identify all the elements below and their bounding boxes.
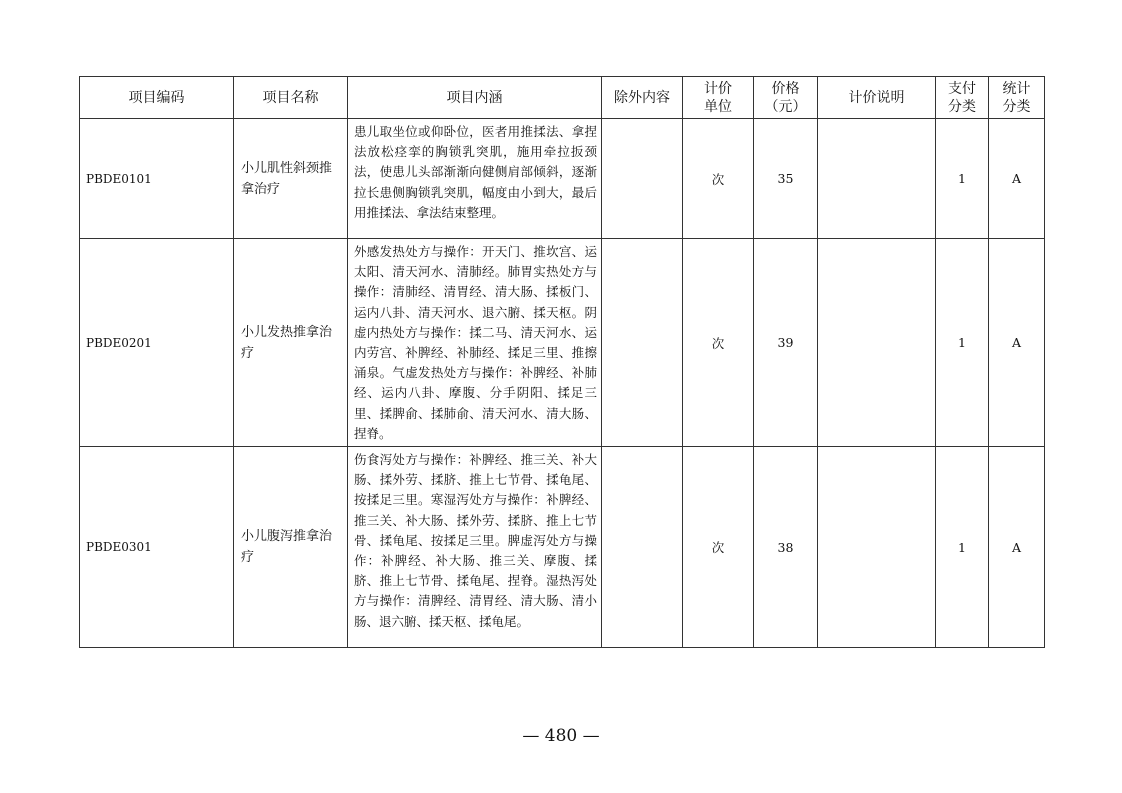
header-content: 项目内涵 <box>348 77 602 119</box>
header-code: 项目编码 <box>80 77 234 119</box>
table-row <box>80 119 1045 239</box>
cell-exclusion <box>602 119 683 239</box>
header-unit <box>683 77 754 119</box>
cell-content: 患儿取坐位或仰卧位，医者用推揉法、拿捏法放松痉挛的胸锁乳突肌，施用牵拉扳颈法，使患儿头部渐渐向健侧肩部倾斜，逐渐拉长患侧胸锁乳突肌，幅度由小到大，最后用推揉法、拿法结束整理。 <box>348 119 602 239</box>
header-stat <box>989 77 1045 119</box>
cell-note <box>818 239 936 447</box>
cell-name: 小儿肌性斜颈推拿治疗 <box>234 119 348 239</box>
cell-stat: A <box>989 447 1045 648</box>
cell-exclusion <box>602 239 683 447</box>
page-number: — 480 — <box>522 726 600 746</box>
header-pay-line1: 支付 <box>948 80 976 97</box>
header-exclusion: 除外内容 <box>602 77 683 119</box>
cell-code: PBDE0101 <box>80 119 234 239</box>
cell-note <box>818 119 936 239</box>
header-stat-line2: 分类 <box>1002 98 1031 115</box>
cell-price: 38 <box>754 447 818 648</box>
cell-unit: 次 <box>683 119 754 239</box>
header-unit-line2: 单位 <box>704 98 732 115</box>
header-price <box>754 77 818 119</box>
cell-code: PBDE0301 <box>80 447 234 648</box>
header-unit-line1: 计价 <box>704 80 732 97</box>
header-price-line1: 价格 <box>771 80 800 97</box>
cell-code: PBDE0201 <box>80 239 234 447</box>
cell-name: 小儿发热推拿治疗 <box>234 239 348 447</box>
cell-stat: A <box>989 239 1045 447</box>
cell-pay: 1 <box>936 239 989 447</box>
cell-pay: 1 <box>936 119 989 239</box>
cell-stat: A <box>989 119 1045 239</box>
pricing-table <box>79 76 1045 648</box>
header-row <box>80 77 1045 119</box>
table-row <box>80 239 1045 447</box>
cell-note <box>818 447 936 648</box>
table-row <box>80 447 1045 648</box>
cell-content: 伤食泻处方与操作：补脾经、推三关、补大肠、揉外劳、揉脐、推上七节骨、揉龟尾、按揉足三里。寒湿泻处方与操作：补脾经、推三关、补大肠、揉外劳、揉脐、推上七节骨、揉龟尾、按揉足三里。脾虚泻处方与操作：补脾经、补大肠、推三关、摩腹、揉脐、推上七节骨、揉龟尾、捏脊。湿热泻处方与操作：清脾经、清胃经、清大肠、清小肠、退六腑、揉天枢、揉龟尾。 <box>348 447 602 648</box>
cell-exclusion <box>602 447 683 648</box>
cell-price: 35 <box>754 119 818 239</box>
cell-unit: 次 <box>683 447 754 648</box>
cell-price: 39 <box>754 239 818 447</box>
cell-content: 外感发热处方与操作：开天门、推坎宫、运太阳、清天河水、清肺经。肺胃实热处方与操作：清肺经、清胃经、清大肠、揉板门、运内八卦、清天河水、退六腑、揉天枢。阴虚内热处方与操作：揉二马、清天河水、运内劳宫、补脾经、补肺经、揉足三里、推擦涌泉。气虚发热处方与操作：补脾经、补肺经、运内八卦、摩腹、分手阴阳、揉足三里、揉脾俞、揉肺俞、清天河水、清大肠、捏脊。 <box>348 239 602 447</box>
header-name: 项目名称 <box>234 77 348 119</box>
header-note: 计价说明 <box>818 77 936 119</box>
header-stat-line1: 统计 <box>1002 80 1031 97</box>
cell-unit: 次 <box>683 239 754 447</box>
header-price-line2: （元） <box>764 98 807 115</box>
header-pay-line2: 分类 <box>948 98 976 115</box>
cell-name: 小儿腹泻推拿治疗 <box>234 447 348 648</box>
header-pay <box>936 77 989 119</box>
cell-pay: 1 <box>936 447 989 648</box>
